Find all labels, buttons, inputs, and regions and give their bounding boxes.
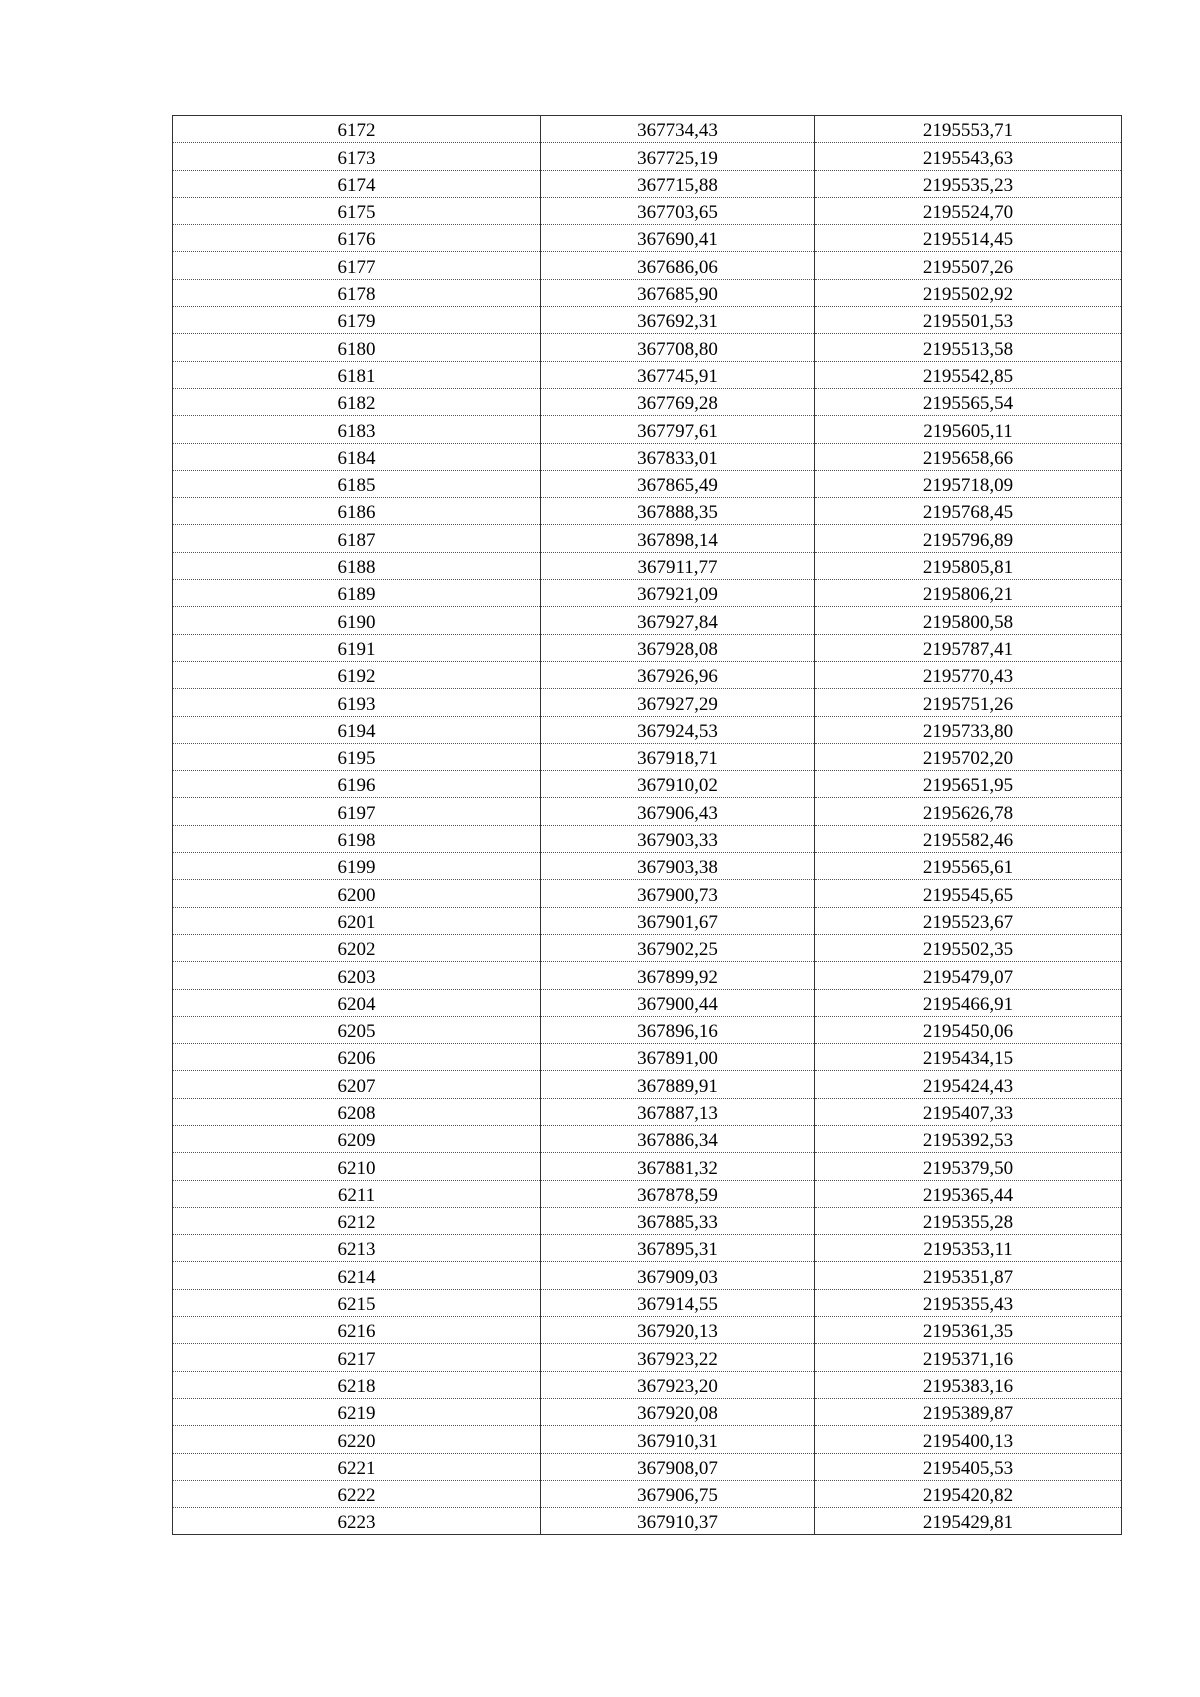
y-coordinate-cell: 2195796,89: [815, 525, 1122, 552]
x-coordinate-cell: 367745,91: [541, 361, 815, 388]
y-coordinate-cell: 2195800,58: [815, 607, 1122, 634]
y-coordinate-cell: 2195768,45: [815, 498, 1122, 525]
y-coordinate-cell: 2195434,15: [815, 1044, 1122, 1071]
y-coordinate-cell: 2195420,82: [815, 1480, 1122, 1507]
y-coordinate-cell: 2195392,53: [815, 1125, 1122, 1152]
point-number-cell: 6203: [173, 962, 541, 989]
point-number-cell: 6216: [173, 1317, 541, 1344]
x-coordinate-cell: 367715,88: [541, 170, 815, 197]
x-coordinate-cell: 367923,20: [541, 1371, 815, 1398]
y-coordinate-cell: 2195507,26: [815, 252, 1122, 279]
y-coordinate-cell: 2195806,21: [815, 580, 1122, 607]
x-coordinate-cell: 367898,14: [541, 525, 815, 552]
table-row: [173, 388, 1122, 415]
x-coordinate-cell: 367928,08: [541, 634, 815, 661]
x-coordinate-cell: 367885,33: [541, 1207, 815, 1234]
x-coordinate-cell: 367902,25: [541, 934, 815, 961]
point-number-cell: 6221: [173, 1453, 541, 1480]
x-coordinate-cell: 367918,71: [541, 743, 815, 770]
point-number-cell: 6213: [173, 1235, 541, 1262]
point-number-cell: 6195: [173, 743, 541, 770]
x-coordinate-cell: 367686,06: [541, 252, 815, 279]
table-row: [173, 1153, 1122, 1180]
y-coordinate-cell: 2195605,11: [815, 416, 1122, 443]
x-coordinate-cell: 367899,92: [541, 962, 815, 989]
y-coordinate-cell: 2195383,16: [815, 1371, 1122, 1398]
point-number-cell: 6218: [173, 1371, 541, 1398]
point-number-cell: 6217: [173, 1344, 541, 1371]
point-number-cell: 6214: [173, 1262, 541, 1289]
point-number-cell: 6199: [173, 853, 541, 880]
point-number-cell: 6187: [173, 525, 541, 552]
table-row: [173, 197, 1122, 224]
table-row: [173, 962, 1122, 989]
table-row: [173, 225, 1122, 252]
table-row: [173, 1016, 1122, 1043]
y-coordinate-cell: 2195389,87: [815, 1398, 1122, 1425]
x-coordinate-cell: 367927,29: [541, 689, 815, 716]
table-row: [173, 1235, 1122, 1262]
y-coordinate-cell: 2195355,28: [815, 1207, 1122, 1234]
y-coordinate-cell: 2195702,20: [815, 743, 1122, 770]
x-coordinate-cell: 367886,34: [541, 1125, 815, 1152]
table-row: [173, 1453, 1122, 1480]
x-coordinate-cell: 367908,07: [541, 1453, 815, 1480]
point-number-cell: 6189: [173, 580, 541, 607]
y-coordinate-cell: 2195351,87: [815, 1262, 1122, 1289]
point-number-cell: 6175: [173, 197, 541, 224]
x-coordinate-cell: 367900,73: [541, 880, 815, 907]
point-number-cell: 6204: [173, 989, 541, 1016]
point-number-cell: 6181: [173, 361, 541, 388]
y-coordinate-cell: 2195514,45: [815, 225, 1122, 252]
point-number-cell: 6178: [173, 279, 541, 306]
y-coordinate-cell: 2195805,81: [815, 552, 1122, 579]
point-number-cell: 6177: [173, 252, 541, 279]
point-number-cell: 6211: [173, 1180, 541, 1207]
table-row: [173, 1098, 1122, 1125]
point-number-cell: 6202: [173, 934, 541, 961]
table-row: [173, 689, 1122, 716]
x-coordinate-cell: 367889,91: [541, 1071, 815, 1098]
x-coordinate-cell: 367692,31: [541, 307, 815, 334]
point-number-cell: 6205: [173, 1016, 541, 1043]
x-coordinate-cell: 367906,75: [541, 1480, 815, 1507]
point-number-cell: 6183: [173, 416, 541, 443]
point-number-cell: 6188: [173, 552, 541, 579]
y-coordinate-cell: 2195502,92: [815, 279, 1122, 306]
x-coordinate-cell: 367891,00: [541, 1044, 815, 1071]
table-row: [173, 1426, 1122, 1453]
y-coordinate-cell: 2195543,63: [815, 143, 1122, 170]
point-number-cell: 6219: [173, 1398, 541, 1425]
point-number-cell: 6220: [173, 1426, 541, 1453]
point-number-cell: 6184: [173, 443, 541, 470]
table-row: [173, 1344, 1122, 1371]
x-coordinate-cell: 367703,65: [541, 197, 815, 224]
y-coordinate-cell: 2195524,70: [815, 197, 1122, 224]
point-number-cell: 6198: [173, 825, 541, 852]
x-coordinate-cell: 367927,84: [541, 607, 815, 634]
y-coordinate-cell: 2195466,91: [815, 989, 1122, 1016]
table-row: [173, 1207, 1122, 1234]
table-row: [173, 1180, 1122, 1207]
x-coordinate-cell: 367910,02: [541, 771, 815, 798]
x-coordinate-cell: 367900,44: [541, 989, 815, 1016]
point-number-cell: 6196: [173, 771, 541, 798]
table-row: [173, 1371, 1122, 1398]
y-coordinate-cell: 2195407,33: [815, 1098, 1122, 1125]
table-row: [173, 1317, 1122, 1344]
point-number-cell: 6208: [173, 1098, 541, 1125]
x-coordinate-cell: 367926,96: [541, 661, 815, 688]
table-row: [173, 170, 1122, 197]
table-row: [173, 1480, 1122, 1507]
y-coordinate-cell: 2195770,43: [815, 661, 1122, 688]
coordinates-table-body: [173, 116, 1122, 1535]
y-coordinate-cell: 2195479,07: [815, 962, 1122, 989]
x-coordinate-cell: 367797,61: [541, 416, 815, 443]
point-number-cell: 6210: [173, 1153, 541, 1180]
x-coordinate-cell: 367903,38: [541, 853, 815, 880]
table-row: [173, 552, 1122, 579]
y-coordinate-cell: 2195523,67: [815, 907, 1122, 934]
point-number-cell: 6192: [173, 661, 541, 688]
y-coordinate-cell: 2195424,43: [815, 1071, 1122, 1098]
y-coordinate-cell: 2195565,61: [815, 853, 1122, 880]
table-row: [173, 307, 1122, 334]
y-coordinate-cell: 2195651,95: [815, 771, 1122, 798]
point-number-cell: 6186: [173, 498, 541, 525]
point-number-cell: 6209: [173, 1125, 541, 1152]
x-coordinate-cell: 367924,53: [541, 716, 815, 743]
table-row: [173, 1071, 1122, 1098]
table-row: [173, 116, 1122, 143]
x-coordinate-cell: 367865,49: [541, 470, 815, 497]
coordinates-table: [172, 115, 1122, 1535]
x-coordinate-cell: 367690,41: [541, 225, 815, 252]
x-coordinate-cell: 367909,03: [541, 1262, 815, 1289]
x-coordinate-cell: 367888,35: [541, 498, 815, 525]
table-row: [173, 716, 1122, 743]
y-coordinate-cell: 2195545,65: [815, 880, 1122, 907]
point-number-cell: 6206: [173, 1044, 541, 1071]
x-coordinate-cell: 367833,01: [541, 443, 815, 470]
point-number-cell: 6172: [173, 116, 541, 143]
table-row: [173, 798, 1122, 825]
point-number-cell: 6182: [173, 388, 541, 415]
x-coordinate-cell: 367910,31: [541, 1426, 815, 1453]
y-coordinate-cell: 2195553,71: [815, 116, 1122, 143]
table-row: [173, 443, 1122, 470]
point-number-cell: 6223: [173, 1508, 541, 1535]
point-number-cell: 6179: [173, 307, 541, 334]
y-coordinate-cell: 2195379,50: [815, 1153, 1122, 1180]
y-coordinate-cell: 2195365,44: [815, 1180, 1122, 1207]
table-row: [173, 1289, 1122, 1316]
x-coordinate-cell: 367734,43: [541, 116, 815, 143]
x-coordinate-cell: 367685,90: [541, 279, 815, 306]
y-coordinate-cell: 2195733,80: [815, 716, 1122, 743]
table-row: [173, 934, 1122, 961]
point-number-cell: 6201: [173, 907, 541, 934]
point-number-cell: 6222: [173, 1480, 541, 1507]
x-coordinate-cell: 367896,16: [541, 1016, 815, 1043]
table-row: [173, 416, 1122, 443]
table-row: [173, 1508, 1122, 1535]
x-coordinate-cell: 367921,09: [541, 580, 815, 607]
table-row: [173, 143, 1122, 170]
x-coordinate-cell: 367903,33: [541, 825, 815, 852]
y-coordinate-cell: 2195450,06: [815, 1016, 1122, 1043]
table-row: [173, 607, 1122, 634]
x-coordinate-cell: 367725,19: [541, 143, 815, 170]
table-row: [173, 279, 1122, 306]
table-row: [173, 771, 1122, 798]
y-coordinate-cell: 2195501,53: [815, 307, 1122, 334]
x-coordinate-cell: 367708,80: [541, 334, 815, 361]
y-coordinate-cell: 2195400,13: [815, 1426, 1122, 1453]
table-row: [173, 1044, 1122, 1071]
x-coordinate-cell: 367906,43: [541, 798, 815, 825]
point-number-cell: 6197: [173, 798, 541, 825]
x-coordinate-cell: 367769,28: [541, 388, 815, 415]
table-row: [173, 470, 1122, 497]
table-row: [173, 907, 1122, 934]
x-coordinate-cell: 367911,77: [541, 552, 815, 579]
y-coordinate-cell: 2195542,85: [815, 361, 1122, 388]
point-number-cell: 6174: [173, 170, 541, 197]
table-row: [173, 361, 1122, 388]
point-number-cell: 6212: [173, 1207, 541, 1234]
table-row: [173, 743, 1122, 770]
point-number-cell: 6200: [173, 880, 541, 907]
y-coordinate-cell: 2195626,78: [815, 798, 1122, 825]
x-coordinate-cell: 367901,67: [541, 907, 815, 934]
y-coordinate-cell: 2195429,81: [815, 1508, 1122, 1535]
x-coordinate-cell: 367895,31: [541, 1235, 815, 1262]
x-coordinate-cell: 367914,55: [541, 1289, 815, 1316]
point-number-cell: 6176: [173, 225, 541, 252]
table-row: [173, 1262, 1122, 1289]
point-number-cell: 6190: [173, 607, 541, 634]
x-coordinate-cell: 367910,37: [541, 1508, 815, 1535]
x-coordinate-cell: 367878,59: [541, 1180, 815, 1207]
y-coordinate-cell: 2195582,46: [815, 825, 1122, 852]
x-coordinate-cell: 367881,32: [541, 1153, 815, 1180]
table-row: [173, 634, 1122, 661]
y-coordinate-cell: 2195535,23: [815, 170, 1122, 197]
x-coordinate-cell: 367920,08: [541, 1398, 815, 1425]
x-coordinate-cell: 367920,13: [541, 1317, 815, 1344]
table-row: [173, 252, 1122, 279]
y-coordinate-cell: 2195405,53: [815, 1453, 1122, 1480]
point-number-cell: 6194: [173, 716, 541, 743]
table-row: [173, 989, 1122, 1016]
point-number-cell: 6180: [173, 334, 541, 361]
y-coordinate-cell: 2195355,43: [815, 1289, 1122, 1316]
table-row: [173, 825, 1122, 852]
y-coordinate-cell: 2195787,41: [815, 634, 1122, 661]
table-row: [173, 498, 1122, 525]
point-number-cell: 6173: [173, 143, 541, 170]
point-number-cell: 6185: [173, 470, 541, 497]
point-number-cell: 6207: [173, 1071, 541, 1098]
y-coordinate-cell: 2195371,16: [815, 1344, 1122, 1371]
table-row: [173, 661, 1122, 688]
point-number-cell: 6191: [173, 634, 541, 661]
y-coordinate-cell: 2195513,58: [815, 334, 1122, 361]
y-coordinate-cell: 2195718,09: [815, 470, 1122, 497]
table-row: [173, 580, 1122, 607]
table-row: [173, 1125, 1122, 1152]
x-coordinate-cell: 367923,22: [541, 1344, 815, 1371]
y-coordinate-cell: 2195751,26: [815, 689, 1122, 716]
table-row: [173, 334, 1122, 361]
table-row: [173, 1398, 1122, 1425]
point-number-cell: 6193: [173, 689, 541, 716]
table-row: [173, 880, 1122, 907]
table-row: [173, 525, 1122, 552]
table-row: [173, 853, 1122, 880]
y-coordinate-cell: 2195353,11: [815, 1235, 1122, 1262]
y-coordinate-cell: 2195361,35: [815, 1317, 1122, 1344]
y-coordinate-cell: 2195565,54: [815, 388, 1122, 415]
y-coordinate-cell: 2195502,35: [815, 934, 1122, 961]
y-coordinate-cell: 2195658,66: [815, 443, 1122, 470]
x-coordinate-cell: 367887,13: [541, 1098, 815, 1125]
point-number-cell: 6215: [173, 1289, 541, 1316]
